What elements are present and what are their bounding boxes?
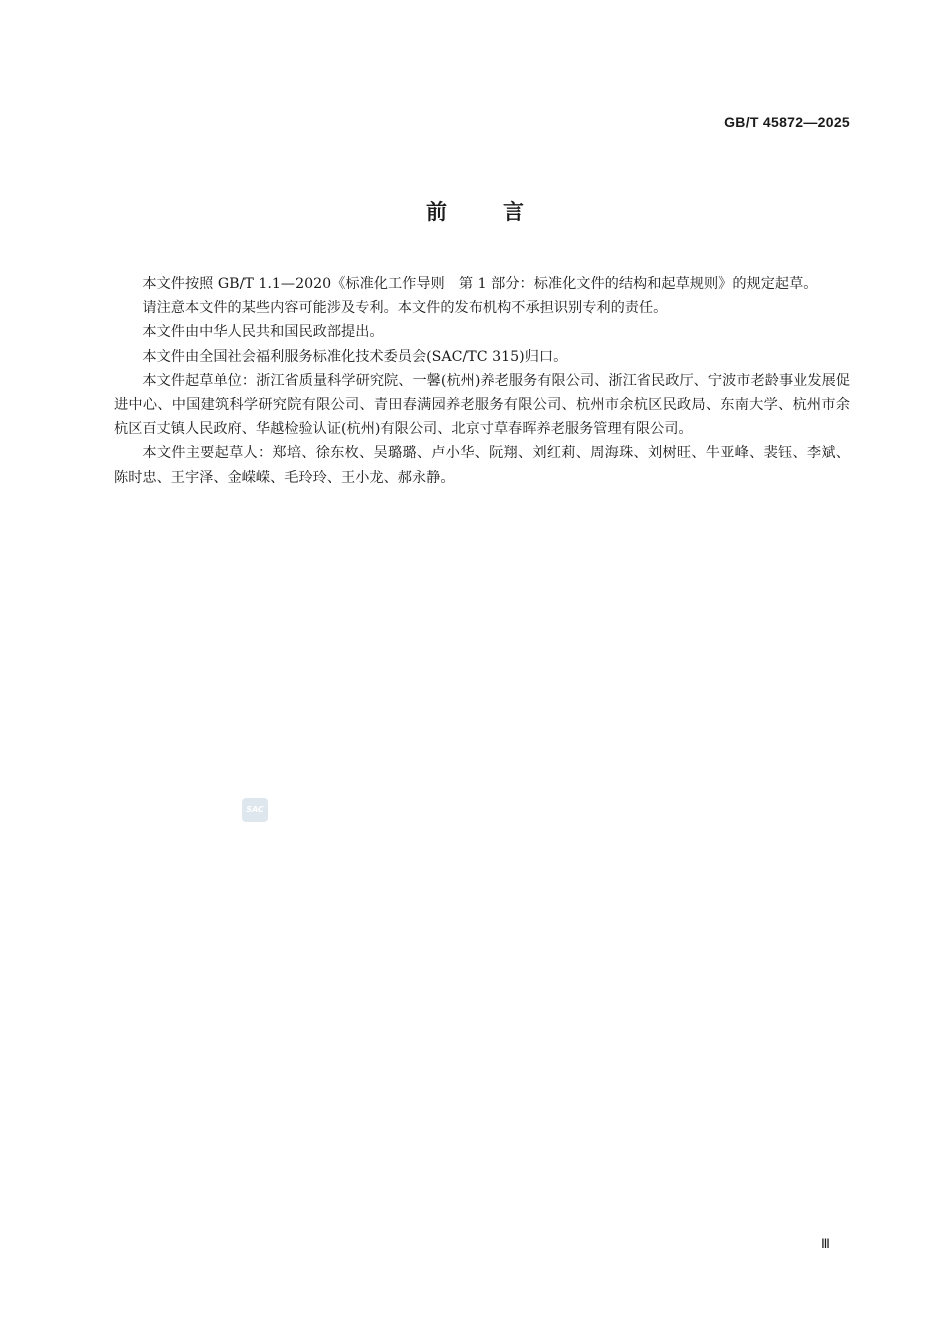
paragraph-drafting-organizations: 本文件起草单位：浙江省质量科学研究院、一馨(杭州)养老服务有限公司、浙江省民政厅、宁波市老龄事业发展促进中心、中国建筑科学研究院有限公司、青田春满园养老服务有限公司、杭州市余杭区民政局、东南大学、杭州市余杭区百丈镇人民政府、华越检验认证(杭州)有限公司、北京寸草春晖养老服务管理有限公司。 — [114, 372, 850, 438]
paragraph-proposer: 本文件由中华人民共和国民政部提出。 — [142, 324, 384, 341]
page-title: 前言 — [426, 200, 580, 224]
document-number: GB/T 45872—2025 — [724, 114, 850, 130]
paragraph-technical-committee: 本文件由全国社会福利服务标准化技术委员会(SAC/TC 315)归口。 — [142, 348, 568, 365]
document-body — [114, 272, 850, 490]
paragraph-drafting-rules: 本文件按照 GB/T 1.1—2020《标准化工作导则 第 1 部分：标准化文件的结构和起草规则》的规定起草。 — [142, 276, 818, 292]
paragraph-patent-notice: 请注意本文件的某些内容可能涉及专利。本文件的发布机构不承担识别专利的责任。 — [142, 300, 668, 317]
paragraph-drafters: 本文件主要起草人：郑培、徐东枚、吴璐璐、卢小华、阮翔、刘红莉、周海珠、刘树旺、牛亚峰、裴钰、李斌、陈时忠、王宇泽、金嵘嵘、毛玲玲、王小龙、郝永静。 — [114, 445, 850, 486]
sac-watermark-logo: SAC — [242, 798, 268, 822]
page-number: Ⅲ — [821, 1236, 830, 1251]
